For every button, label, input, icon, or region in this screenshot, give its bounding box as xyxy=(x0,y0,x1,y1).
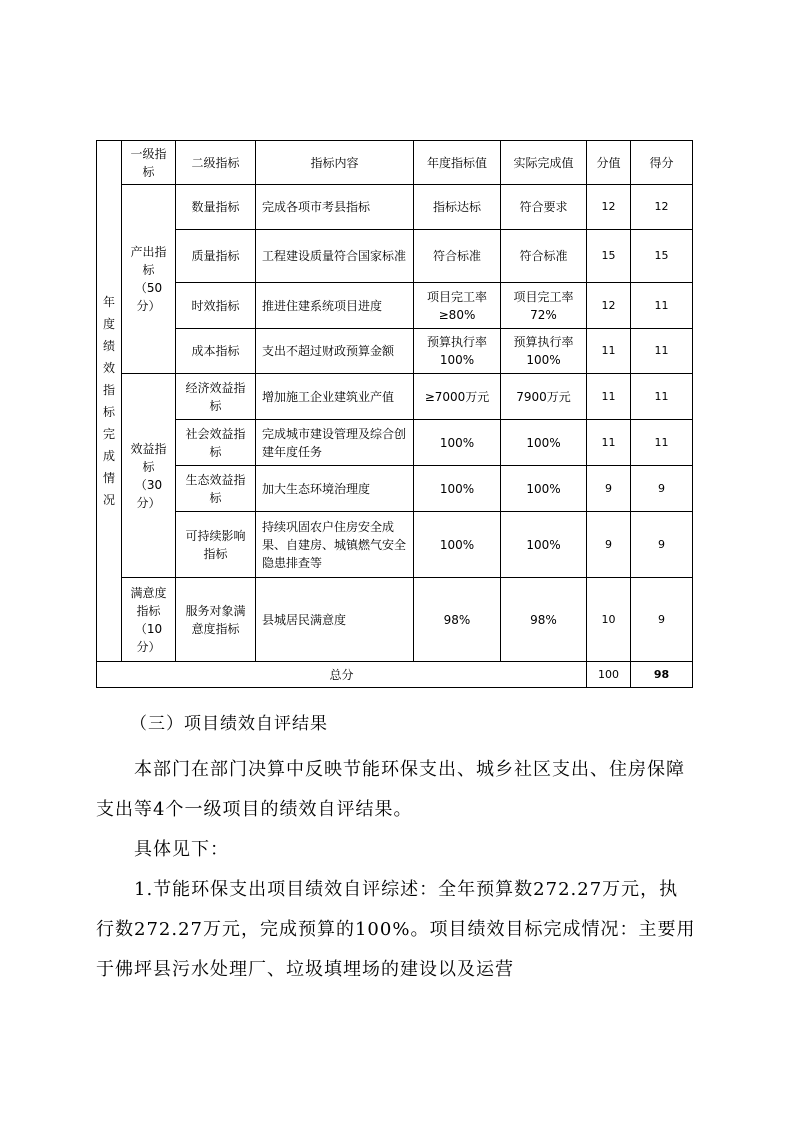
side-label-char: 年 xyxy=(102,295,115,309)
side-label-char: 完 xyxy=(102,427,115,441)
obtained-score: 9 xyxy=(631,578,693,662)
obtained-score: 11 xyxy=(631,283,693,329)
score-value: 12 xyxy=(587,283,631,329)
level2-indicator: 服务对象满意度指标 xyxy=(176,578,256,662)
indicator-content: 支出不超过财政预算金额 xyxy=(256,329,414,374)
indicator-content: 推进住建系统项目进度 xyxy=(256,283,414,329)
table-row xyxy=(97,466,693,512)
score-value: 9 xyxy=(587,512,631,578)
section-heading: （三）项目绩效自评结果 xyxy=(130,714,328,734)
target-value: ≥7000万元 xyxy=(414,374,501,420)
column-header: 得分 xyxy=(631,141,693,185)
indicator-content: 工程建设质量符合国家标准 xyxy=(256,230,414,283)
obtained-score: 11 xyxy=(631,329,693,374)
actual-value: 100% xyxy=(501,512,587,578)
side-label-char: 效 xyxy=(102,361,115,375)
table-row xyxy=(97,185,693,230)
obtained-score: 11 xyxy=(631,374,693,420)
score-value: 11 xyxy=(587,374,631,420)
total-row xyxy=(97,662,693,688)
score-value: 9 xyxy=(587,466,631,512)
side-label-char: 绩 xyxy=(102,339,115,353)
actual-value: 预算执行率100% xyxy=(501,329,587,374)
score-value: 10 xyxy=(587,578,631,662)
side-label-char: 情 xyxy=(102,471,115,485)
indicator-content: 增加施工企业建筑业产值 xyxy=(256,374,414,420)
total-obtained: 98 xyxy=(631,662,693,688)
target-value: 预算执行率100% xyxy=(414,329,501,374)
score-value: 15 xyxy=(587,230,631,283)
score-value: 11 xyxy=(587,420,631,466)
side-label-char: 指 xyxy=(102,383,115,397)
total-score: 100 xyxy=(587,662,631,688)
paragraph-energy-summary: 1.节能环保支出项目绩效自评综述：全年预算数272.27万元，执行数272.27万元，完成预算的100%。项目绩效目标完成情况：主要用于佛坪县污水处理厂、垃圾填埋场的建设以及运营 xyxy=(96,879,696,980)
obtained-score: 9 xyxy=(631,466,693,512)
table-row xyxy=(97,283,693,329)
actual-value: 98% xyxy=(501,578,587,662)
table-row xyxy=(97,578,693,662)
table-header-row xyxy=(97,141,693,185)
table-row xyxy=(97,420,693,466)
target-value: 100% xyxy=(414,466,501,512)
indicator-content: 完成城市建设管理及综合创建年度任务 xyxy=(256,420,414,466)
paragraph-details-lead: 具体见下： xyxy=(134,839,229,860)
table-row xyxy=(97,329,693,374)
obtained-score: 12 xyxy=(631,185,693,230)
target-value: 指标达标 xyxy=(414,185,501,230)
paragraph-intro: 本部门在部门决算中反映节能环保支出、城乡社区支出、住房保障支出等4个一级项目的绩效自评结果。 xyxy=(96,759,685,820)
level2-indicator: 成本指标 xyxy=(176,329,256,374)
target-value: 符合标准 xyxy=(414,230,501,283)
level2-indicator: 数量指标 xyxy=(176,185,256,230)
level1-indicator: 满意度指标（10分） xyxy=(122,578,176,662)
obtained-score: 9 xyxy=(631,512,693,578)
table-row xyxy=(97,230,693,283)
actual-value: 符合要求 xyxy=(501,185,587,230)
column-header: 实际完成值 xyxy=(501,141,587,185)
column-header: 二级指标 xyxy=(176,141,256,185)
column-header: 指标内容 xyxy=(256,141,414,185)
indicator-content: 持续巩固农户住房安全成果、自建房、城镇燃气安全隐患排查等 xyxy=(256,512,414,578)
performance-indicator-table xyxy=(96,140,693,688)
level1-indicator: 效益指标（30分） xyxy=(122,374,176,578)
indicator-content: 完成各项市考县指标 xyxy=(256,185,414,230)
table-row xyxy=(97,374,693,420)
column-header: 分值 xyxy=(587,141,631,185)
table-row xyxy=(97,512,693,578)
indicator-content: 县城居民满意度 xyxy=(256,578,414,662)
actual-value: 项目完工率72% xyxy=(501,283,587,329)
side-label-char: 况 xyxy=(102,493,115,507)
target-value: 100% xyxy=(414,420,501,466)
level2-indicator: 经济效益指标 xyxy=(176,374,256,420)
obtained-score: 11 xyxy=(631,420,693,466)
total-label: 总分 xyxy=(97,662,587,688)
target-value: 项目完工率≥80% xyxy=(414,283,501,329)
column-header: 一级指标 xyxy=(122,141,176,185)
target-value: 98% xyxy=(414,578,501,662)
actual-value: 符合标准 xyxy=(501,230,587,283)
score-value: 11 xyxy=(587,329,631,374)
indicator-content: 加大生态环境治理度 xyxy=(256,466,414,512)
column-header: 年度指标值 xyxy=(414,141,501,185)
actual-value: 100% xyxy=(501,466,587,512)
level2-indicator: 社会效益指标 xyxy=(176,420,256,466)
score-value: 12 xyxy=(587,185,631,230)
level2-indicator: 生态效益指标 xyxy=(176,466,256,512)
actual-value: 7900万元 xyxy=(501,374,587,420)
actual-value: 100% xyxy=(501,420,587,466)
level2-indicator: 可持续影响指标 xyxy=(176,512,256,578)
target-value: 100% xyxy=(414,512,501,578)
side-label xyxy=(97,141,122,662)
side-label-char: 成 xyxy=(102,449,115,463)
obtained-score: 15 xyxy=(631,230,693,283)
side-label-char: 标 xyxy=(102,405,115,419)
level2-indicator: 时效指标 xyxy=(176,283,256,329)
side-label-char: 度 xyxy=(102,317,115,331)
level2-indicator: 质量指标 xyxy=(176,230,256,283)
level1-indicator: 产出指标（50分） xyxy=(122,185,176,374)
